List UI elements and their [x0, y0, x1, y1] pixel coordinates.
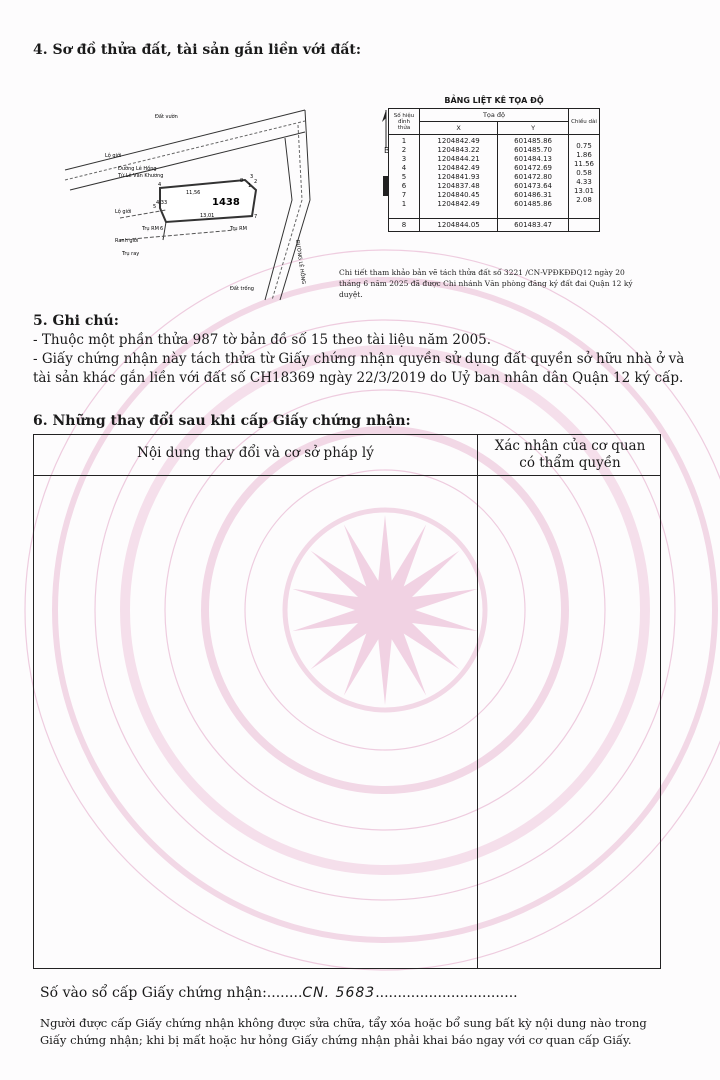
label-duong-vertical: ĐƯỜNG LÊ HỒNG — [294, 239, 307, 285]
changes-table — [33, 434, 661, 969]
vertex-5: 5 — [153, 204, 157, 210]
vertex-1: 1 — [248, 183, 252, 189]
coord-y: 601473.64 — [514, 182, 553, 190]
header-length: Chiều dài — [569, 109, 600, 135]
coord-y: 601484.13 — [514, 155, 553, 163]
header-coord: Tọa độ — [420, 109, 569, 122]
coord-length: 0.58 — [576, 169, 592, 177]
changes-col-confirmation-line1: Xác nhận của cơ quan — [494, 438, 646, 454]
label-tu-le-van-khuong: Từ Lê Văn Khương — [118, 173, 164, 179]
coord-point: 1 — [401, 137, 407, 145]
vertex-7: 7 — [254, 214, 258, 220]
header-x: X — [420, 122, 498, 135]
changes-col-confirmation-line2: có thẩm quyền — [519, 455, 621, 471]
cadastral-map — [60, 90, 340, 305]
label-duong-le-hong: Đường Lê Hồng — [118, 166, 157, 172]
note-line-3: tài sản khác gắn liền với đất số CH18369 ngày 22/3/2019 do Uỷ ban nhân dân Quận 12 ký cấp. — [33, 370, 684, 386]
coord-y: 601486.31 — [514, 191, 553, 199]
header-point: Số hiệu đỉnh thửa — [389, 109, 420, 135]
extra-y: 601483.47 — [498, 219, 569, 232]
label-truc-ray: Trụ ray — [122, 251, 140, 257]
coord-point: 2 — [401, 146, 407, 154]
col-points — [389, 135, 420, 219]
section5-heading: 5. Ghi chú: — [33, 313, 119, 329]
coord-point: 1 — [401, 200, 407, 208]
coord-y: 601472.80 — [514, 173, 553, 181]
coord-y: 601485.70 — [514, 146, 553, 154]
section5-notes — [33, 331, 693, 388]
coord-x: 1204842.49 — [437, 164, 480, 172]
label-lo-gioi-2: Lộ giới — [115, 209, 132, 215]
note-line-2: - Giấy chứng nhận này tách thửa từ Giấy chứng nhận quyền sử dụng đất quyền sở hữu nhà ở và — [33, 351, 685, 367]
coordinate-table — [388, 96, 640, 232]
label-lo-gioi-1: Lộ giới — [105, 153, 122, 159]
certificate-number-line — [40, 985, 518, 1001]
section4-heading: 4. Sơ đồ thửa đất, tài sản gắn liền với đất: — [33, 42, 362, 58]
dim-label-2: 13,01 — [200, 213, 215, 219]
note-line-1: - Thuộc một phần thửa 987 tờ bản đồ số 15 theo tài liệu năm 2005. — [33, 332, 492, 348]
certificate-dots-after: ................................ — [375, 985, 518, 1001]
coord-x: 1204844.21 — [437, 155, 480, 163]
coord-x: 1204842.49 — [437, 137, 480, 145]
certificate-dots-before: ........ — [266, 985, 303, 1001]
col-lengths — [569, 135, 600, 219]
coord-x: 1204841.93 — [437, 173, 480, 181]
changes-col-confirmation — [478, 438, 662, 472]
coord-length: 13.01 — [573, 187, 595, 195]
coord-y: 601485.86 — [514, 200, 553, 208]
parcel-number: 1438 — [212, 197, 240, 208]
header-y: Y — [498, 122, 569, 135]
coord-x: 1204843.22 — [437, 146, 480, 154]
coord-x: 1204842.49 — [437, 200, 480, 208]
coord-y: 601472.69 — [514, 164, 553, 172]
label-ranh-gioi: Ranh giới — [115, 238, 139, 244]
north-label: B — [384, 146, 390, 155]
col-x — [420, 135, 498, 219]
vertex-3: 3 — [250, 174, 254, 180]
dim-label-1: 11,56 — [186, 190, 201, 196]
coord-point: 4 — [401, 164, 407, 172]
coord-x: 1204840.45 — [437, 191, 480, 199]
coord-point: 6 — [401, 182, 407, 190]
coord-y: 601485.86 — [514, 137, 553, 145]
label-dat-trong: Đất trống — [230, 286, 254, 292]
coord-length: 2.08 — [576, 196, 592, 204]
map-note: Chi tiết tham khảo bản vẽ tách thửa đất số 3221 /CN-VPĐKĐĐQ12 ngày 20 tháng 6 năm 2025 đã được Chi nhánh Văn phòng đăng ký đất đai Quận 12 ký duyệt. — [339, 268, 633, 299]
vertex-2: 2 — [254, 179, 258, 185]
label-dat-vuon: Đất vườn — [155, 114, 178, 120]
coord-table-title: BẢNG LIỆT KÊ TỌA ĐỘ — [444, 96, 544, 105]
coord-point: 3 — [401, 155, 407, 163]
certificate-label: Số vào sổ cấp Giấy chứng nhận: — [40, 985, 267, 1001]
coord-point: 5 — [401, 173, 407, 181]
extra-length — [569, 219, 600, 232]
extra-point: 8 — [389, 219, 420, 232]
changes-table-divider — [477, 435, 478, 968]
label-tru-rm-2: Trụ RM — [230, 226, 247, 232]
coord-length: 11.56 — [573, 160, 595, 168]
vertex-8: 8 — [240, 178, 244, 184]
vertex-4: 4 — [158, 182, 162, 188]
changes-col-content: Nội dung thay đổi và cơ sở pháp lý — [137, 445, 374, 461]
extra-x: 1204844.05 — [420, 219, 498, 232]
col-y — [498, 135, 569, 219]
coord-length: 1.86 — [576, 151, 592, 159]
coord-point: 7 — [401, 191, 407, 199]
dim-label-3: 4,33 — [156, 200, 168, 206]
coord-length: 0.75 — [576, 142, 592, 150]
coord-x: 1204837.48 — [437, 182, 480, 190]
footer-warning: Người được cấp Giấy chứng nhận không được sửa chữa, tẩy xóa hoặc bổ sung bất kỳ nội dung nào trong Giấy chứng nhận; khi bị mất hoặc hư hỏng Giấy chứng nhận phải khai báo ngay với cơ quan cấp Giấy. — [40, 1016, 647, 1047]
label-tru-rm-1: Trụ RM — [142, 226, 159, 232]
coord-length: 4.33 — [576, 178, 592, 186]
section6-heading: 6. Những thay đổi sau khi cấp Giấy chứng nhận: — [33, 413, 411, 429]
certificate-number: CN. 5683 — [302, 985, 376, 1001]
vertex-6: 6 — [160, 226, 164, 232]
